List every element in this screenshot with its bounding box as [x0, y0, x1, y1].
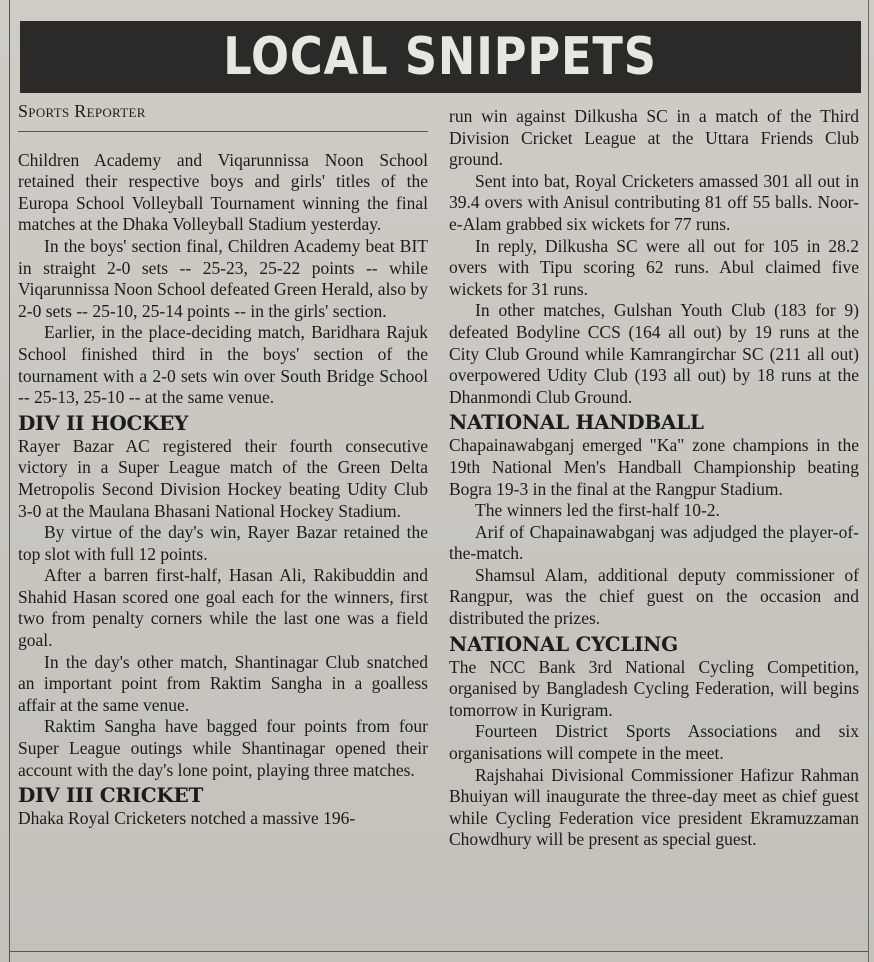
cricket-lead-paragraph: Dhaka Royal Cricketers notched a massive 196-: [18, 808, 356, 829]
cricket-paragraph: In other matches, Gulshan Youth Club (183 for 9) defeated Bodyline CCS (164 all out) by 19 runs at the City Club Ground while Kamrangirchar SC (211 all out) overpowered Udity Club (193 all out) by 18 runs at the Dhanmondi Club Ground.: [449, 300, 859, 407]
banner-title: LOCAL SNIPPETS: [223, 27, 658, 87]
hockey-paragraph: In the day's other match, Shantinagar Club snatched an important point from Raktim Sangha in a goalless affair at the same venue.: [18, 651, 428, 715]
hockey-paragraph: Rayer Bazar AC registered their fourth consecutive victory in a Super League match of the Green Delta Metropolis Second Division Hockey beating Udity Club 3-0 at the Maulana Bhasani National Hockey Stadium.: [18, 435, 428, 521]
byline: Sports Reporter: [18, 101, 428, 132]
cycling-paragraph: Fourteen District Sports Associations and six organisations will compete in the meet.: [449, 721, 859, 764]
hockey-paragraph: Raktim Sangha have bagged four points from four Super League outings while Shantinagar opened their account with the day's lone point, playing three matches.: [18, 716, 428, 780]
cycling-paragraph: Rajshahai Divisional Commissioner Hafizur Rahman Bhuiyan will inaugurate the three-day meet as chief guest while Cycling Federation vice president Ekramuzzaman Chowdhury will be present as special guest.: [449, 764, 859, 850]
handball-heading: NATIONAL HANDBALL: [449, 410, 704, 435]
cycling-paragraph: The NCC Bank 3rd National Cycling Competition, organised by Bangladesh Cycling Federation, will begins tomorrow in Kurigram.: [449, 656, 859, 720]
left-column: [18, 101, 428, 830]
right-border-rule: [868, 0, 869, 962]
handball-paragraph: Shamsul Alam, additional deputy commissioner of Rangpur, was the chief guest on the occasion and distributed the prizes.: [449, 564, 859, 629]
handball-paragraph: The winners led the first-half 10-2.: [475, 500, 720, 521]
cricket-heading: DIV III CRICKET: [18, 783, 204, 808]
volleyball-paragraph: Earlier, in the place-deciding match, Baridhara Rajuk School finished third in the boys' section of the tournament with a 2-0 sets win over South Bridge School -- 25-13, 25-10 -- at the same venue.: [18, 322, 428, 408]
handball-paragraph: Chapainawabganj emerged "Ka" zone champions in the 19th National Men's Handball Championship beating Bogra 19-3 in the final at the Rangpur Stadium.: [449, 435, 859, 499]
cycling-heading: NATIONAL CYCLING: [449, 631, 678, 656]
volleyball-paragraph: Children Academy and Viqarunnissa Noon School retained their respective boys and girls' titles of the Europa School Volleyball Tournament winning the final matches at the Dhaka Volleyball Stadium yesterday.: [18, 149, 428, 235]
cricket-paragraph: run win against Dilkusha SC in a match of the Third Division Cricket League at the Uttara Friends Club ground.: [449, 106, 859, 170]
right-column: [449, 106, 859, 851]
cricket-paragraph: In reply, Dilkusha SC were all out for 105 in 28.2 overs with Tipu scoring 62 runs. Abul claimed five wickets for 31 runs.: [449, 235, 859, 299]
bottom-border-rule: [9, 951, 868, 952]
handball-paragraph: Arif of Chapainawabganj was adjudged the player-of-the-match.: [449, 521, 859, 564]
volleyball-paragraph: In the boys' section final, Children Academy beat BIT in straight 2-0 sets -- 25-23, 25-22 points -- while Viqarunnissa Noon School defeated Green Herald, also by 2-0 sets -- 25-10, 25-14 points -- in the girls' section.: [18, 235, 428, 321]
hockey-paragraph: After a barren first-half, Hasan Ali, Rakibuddin and Shahid Hasan scored one goal each for the winners, first two from penalty corners while the last one was a field goal.: [18, 565, 428, 651]
cricket-paragraph: Sent into bat, Royal Cricketers amassed 301 all out in 39.4 overs with Anisul contributing 81 off 55 balls. Noor-e-Alam grabbed six wickets for 77 runs.: [449, 170, 859, 234]
left-border-rule: [9, 0, 10, 962]
section-banner: [20, 21, 861, 93]
hockey-heading: DIV II HOCKEY: [18, 410, 189, 435]
hockey-paragraph: By virtue of the day's win, Rayer Bazar retained the top slot with full 12 points.: [18, 522, 428, 564]
